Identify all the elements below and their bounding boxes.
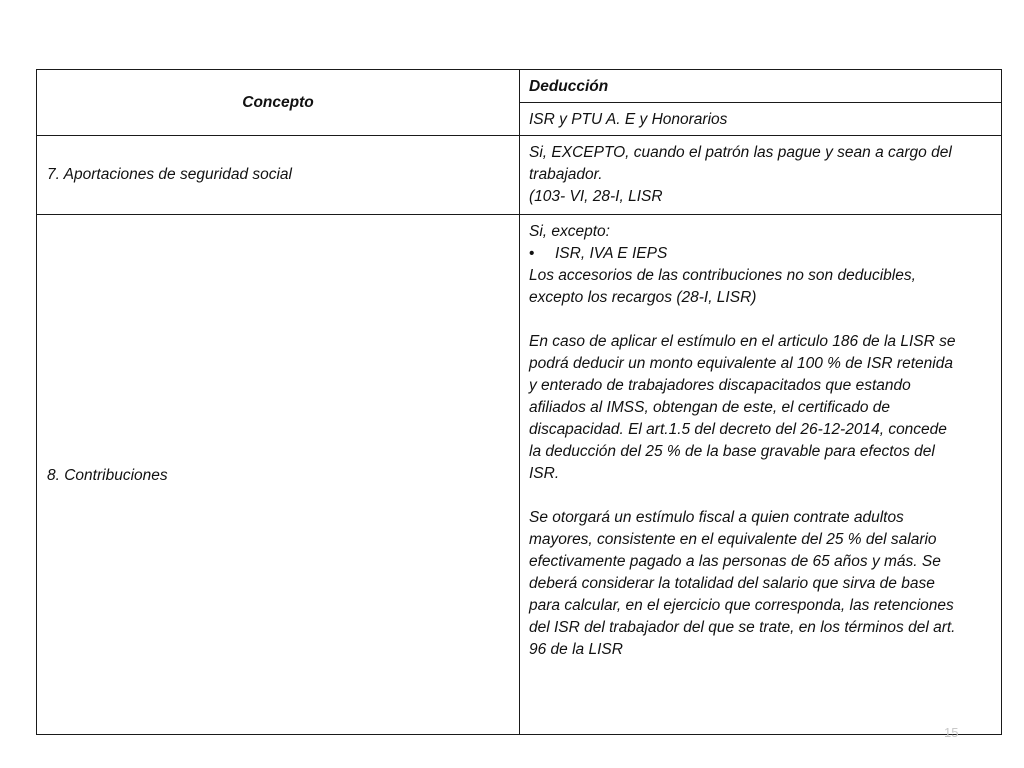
para3-line: Se otorgará un estímulo fiscal a quien contrate adultos bbox=[529, 509, 904, 526]
row-7-line: (103- VI, 28-I, LISR bbox=[529, 188, 663, 205]
para2-line: ISR. bbox=[529, 465, 560, 482]
para2-line: En caso de aplicar el estímulo en el articulo 186 de la LISR se bbox=[529, 333, 956, 350]
para3-line: del ISR del trabajador del que se trate, en los términos del art. bbox=[529, 619, 956, 636]
para2-line: discapacidad. El art.1.5 del decreto del 26-12-2014, concede bbox=[529, 421, 947, 438]
para3-line: para calcular, en el ejercicio que corresponda, las retenciones bbox=[529, 597, 954, 614]
row-8-concept: 8. Contribuciones bbox=[47, 467, 168, 484]
para3-line: 96 de la LISR bbox=[529, 641, 623, 658]
header-divider bbox=[37, 135, 1001, 136]
para2-line: y enterado de trabajadores discapacitados que estando bbox=[529, 377, 911, 394]
row-7-line: trabajador. bbox=[529, 166, 603, 183]
row-7-concept: 7. Aportaciones de seguridad social bbox=[47, 166, 292, 183]
para3-line: mayores, consistente en el equivalente del 25 % del salario bbox=[529, 531, 937, 548]
row-8-bullet-item bbox=[529, 243, 956, 265]
bullet-icon: • bbox=[529, 245, 535, 262]
deductions-table bbox=[36, 69, 1002, 735]
row-8-intro: Si, excepto: bbox=[529, 223, 610, 240]
page-number: 15 bbox=[944, 725, 959, 740]
para2-line: podrá deducir un monto equivalente al 100 % de ISR retenida bbox=[529, 355, 953, 372]
para1-line: excepto los recargos (28-I, LISR) bbox=[529, 289, 757, 306]
header-sub-divider bbox=[519, 102, 1001, 103]
row-7-deduction bbox=[529, 142, 952, 208]
para2-line: la deducción del 25 % de la base gravable para efectos del bbox=[529, 443, 935, 460]
para3-line: deberá considerar la totalidad del salario que sirva de base bbox=[529, 575, 935, 592]
header-deduction: Deducción bbox=[529, 78, 609, 95]
row-divider bbox=[37, 214, 1001, 215]
row-7-line: Si, EXCEPTO, cuando el patrón las pague y sean a cargo del bbox=[529, 144, 952, 161]
header-concept: Concepto bbox=[242, 94, 314, 111]
header-deduction-sublabel: ISR y PTU A. E y Honorarios bbox=[529, 111, 728, 128]
column-divider bbox=[519, 70, 520, 734]
para1-line: Los accesorios de las contribuciones no son deducibles, bbox=[529, 267, 916, 284]
para2-line: afiliados al IMSS, obtengan de este, el certificado de bbox=[529, 399, 891, 416]
para3-line: efectivamente pagado a las personas de 65 años y más. Se bbox=[529, 553, 941, 570]
row-8-deduction bbox=[529, 221, 956, 661]
row-8-bullet-text: ISR, IVA E IEPS bbox=[555, 245, 668, 262]
